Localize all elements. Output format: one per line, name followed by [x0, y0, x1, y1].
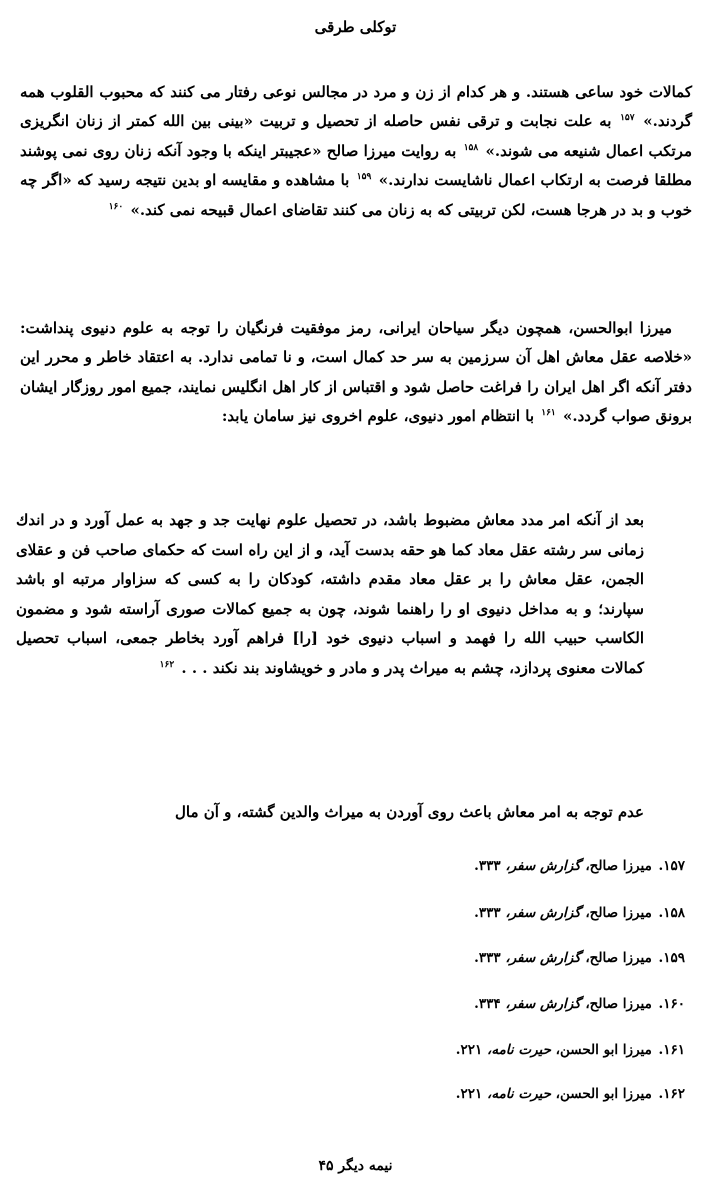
footnote-title: گزارش سفر، [505, 996, 581, 1012]
footnote-page: ۳۳۳. [474, 905, 501, 921]
footnote-author: میرزا صالح، [585, 996, 652, 1012]
text-segment: به روایت میرزا صالح «عجیبتر اینكه با وجود آنكه زنان روی نمی پوشند مطلقا فرصت به ارتكاب اعمال ناشایست ندارند.» [20, 141, 692, 190]
quote-text: بعد از آنكه امر مدد معاش مضبوط باشد، در تحصیل علوم نهایت جد و جهد به عمل آورد و در اندك زمانی سر رشته عقل معاد كما هو حقه بدست آید، و از این راه است كه حكمای صاحب فن و عقلای الجمن، عقل معاش را بر عقل معاد مقدم داشته، كودكان را به كسی كه سزاوار مرتبه او باشد سپارند؛ و به مداخل دنیوی او را راهنما شوند، چون به جمیع كمالات صوری آراسته شود و مضمون الكاسب حبیب الله را فهمد و اسباب دنیوی خود [را] فراهم آورد بخاطر جمعی، اسباب تحصیل كمالات معنوی پردازد، چشم به میراث پدر و مادر و خویشاوند بند نكند . . . [16, 511, 644, 677]
footnote-author: میرزا ابو الحسن، [555, 1042, 652, 1058]
footnote-ref: ۱۵۸ [463, 142, 479, 153]
footnote-number: ۱۶۱. [658, 1042, 685, 1058]
footnote-page: ۲۲۱. [455, 1042, 483, 1058]
body-paragraph-2 [20, 314, 692, 432]
text-segment: كمالات خود ساعی هستند. و هر كدام از زن و مرد در مجالس نوعی رفتار می كنند كه محبوب القلوب همه گردند.» [20, 83, 692, 131]
footnote-number: ۱۶۰. [658, 996, 685, 1012]
footnote-number: ۱۵۸. [658, 905, 685, 921]
footnote-title: گزارش سفر، [505, 858, 581, 874]
footnote-page: ۲۲۱. [455, 1086, 483, 1102]
footnote-item [474, 858, 685, 874]
text-segment: با مشاهده و مقایسه او بدین نتیجه رسید كه «اگر چه خوب و بد در هرجا هست، لكن تربیتی كه به زنان می كنند تقاضای اعمال قبیحه نمی كند.» [20, 171, 692, 219]
footnote-ref: ۱۵۹ [356, 172, 372, 183]
footnote-item [474, 996, 685, 1012]
body-paragraph-1 [20, 78, 692, 225]
footnote-number: ۱۵۷. [658, 858, 685, 874]
footnote-author: میرزا صالح، [585, 950, 652, 966]
text-segment: به علت نجابت و ترقی نفس حاصله از تحصیل و تربیت «بینی بین الله كمتر از زنان انگریزی مرتكب اعمال شنیعه می شوند.» [20, 112, 692, 160]
footnote-title: حیرت نامه، [486, 1086, 551, 1102]
text-segment: با انتظام امور دنیوی، علوم اخروی نیز سامان یابد: [221, 407, 535, 426]
footnote-item [456, 1042, 685, 1058]
footnote-number: ۱۶۲. [658, 1086, 685, 1102]
running-head: توكلی طرقی [314, 18, 397, 36]
page-number: نیمه دیگر ۴۵ [318, 1158, 393, 1174]
block-quote [16, 506, 644, 684]
text-segment: میرزا ابوالحسن، همچون دیگر سیاحان ایرانی، رمز موفقیت فرنگیان را توجه به علوم دنیوی پنداشت: «خلاصه عقل معاش اهل آن سرزمین به سر حد كمال است، و نا تمامی ندارد. به اعتقاد خاطر و محرر این دفتر آنكه اگر اهل ایران را فراغت حاصل شود و اقتباس از كار اهل انگلیس نمایند، جمیع امور روزگار ایشان برونق صواب گردد.» [20, 319, 692, 426]
footnote-title: حیرت نامه، [486, 1042, 551, 1058]
footnote-page: ۳۳۳. [474, 950, 501, 966]
footnote-ref: ۱۶۲ [159, 659, 175, 670]
footnote-ref: ۱۶۱ [541, 408, 556, 419]
footnote-item [456, 1086, 685, 1102]
footnote-author: میرزا صالح، [585, 905, 652, 921]
footnote-number: ۱۵۹. [658, 950, 685, 966]
footnote-ref: ۱۵۷ [620, 113, 635, 124]
footnote-item [474, 905, 685, 921]
footnote-author: میرزا ابو الحسن، [555, 1086, 652, 1102]
footnote-ref: ۱۶۰ [108, 201, 124, 212]
footnote-page: ۳۳۳. [474, 858, 501, 874]
body-paragraph-3: عدم توجه به امر معاش باعث روی آوردن به میراث والدین گشته، و آن مال [175, 803, 644, 821]
footnote-page: ۳۳۴. [474, 996, 501, 1012]
footnote-title: گزارش سفر، [505, 950, 581, 966]
footnote-item [474, 950, 685, 966]
footnote-author: میرزا صالح، [585, 858, 652, 874]
footnote-title: گزارش سفر، [505, 905, 581, 921]
